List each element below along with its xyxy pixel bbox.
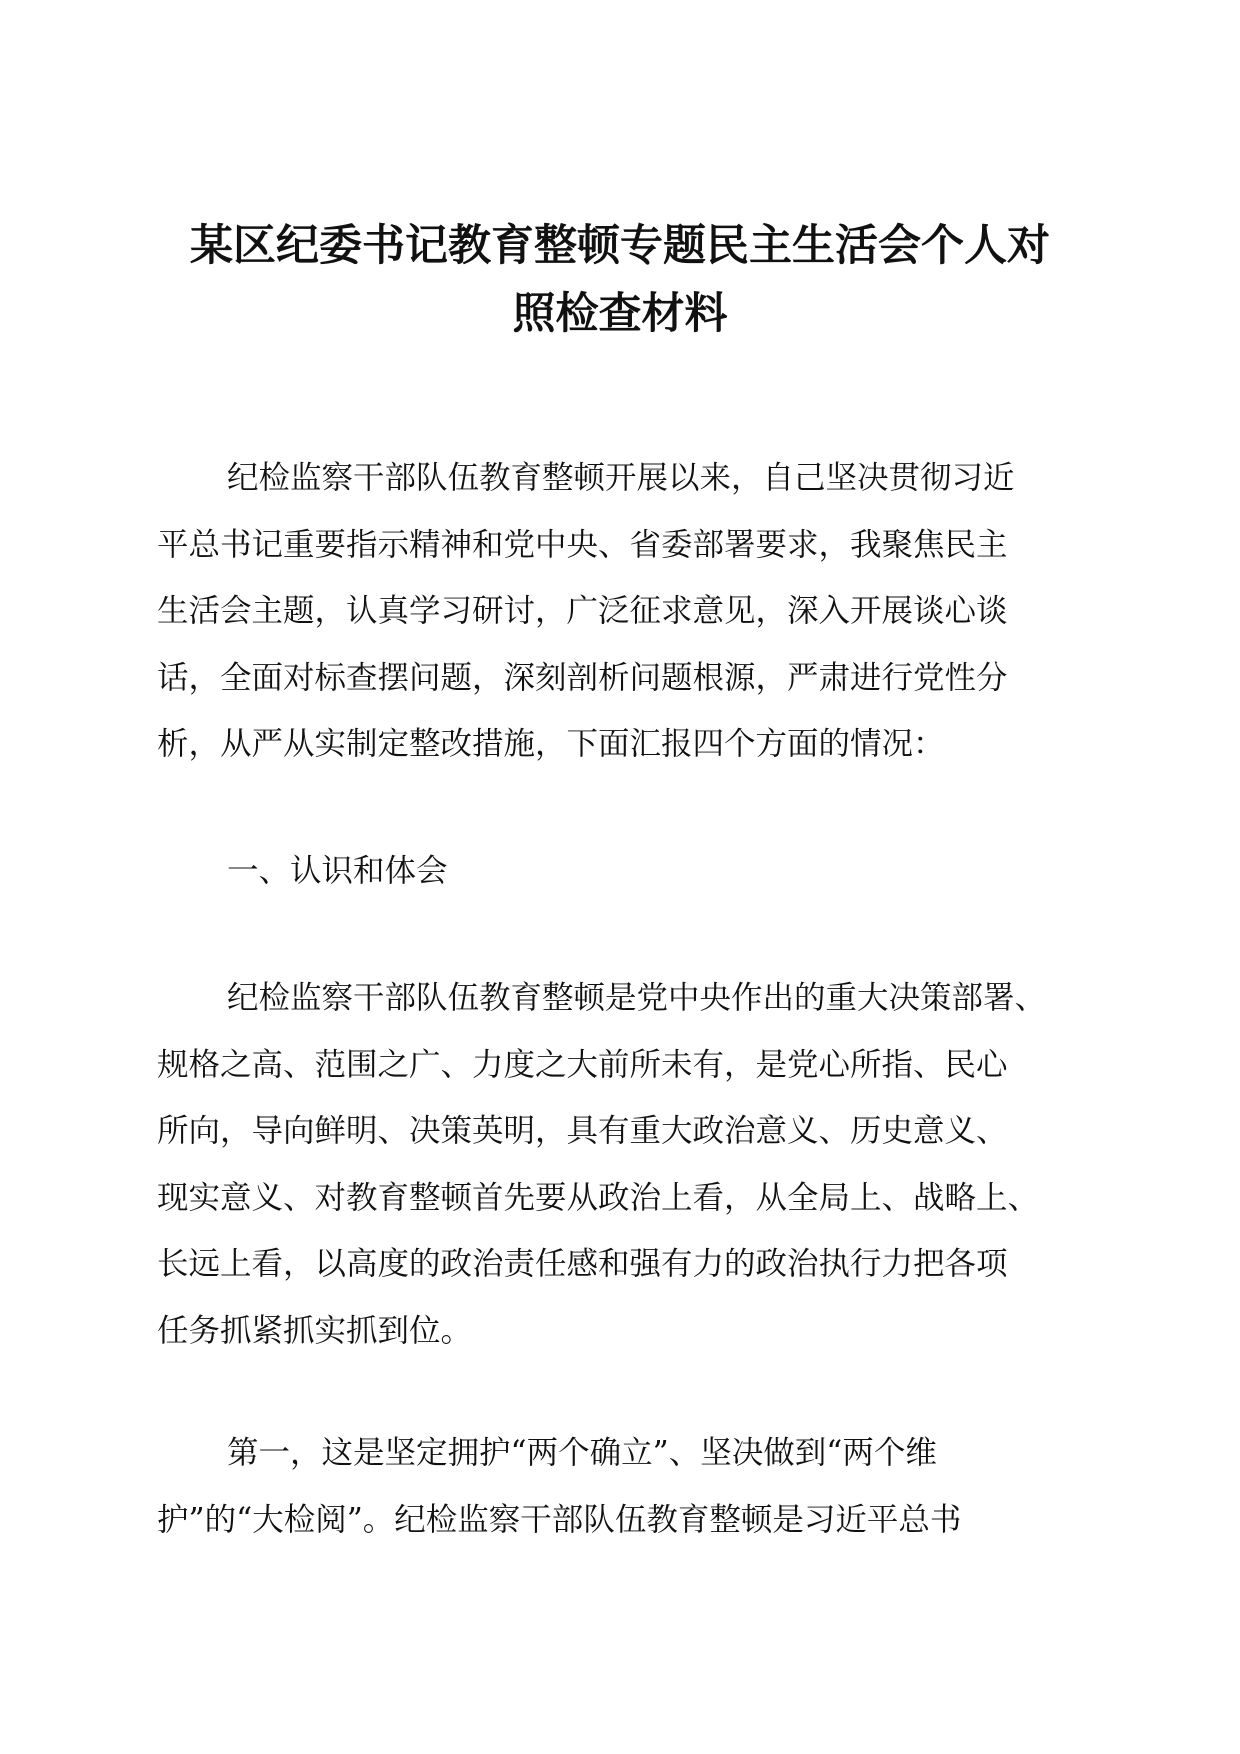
intro-paragraph [157,445,1097,778]
section-line: 长远上看，以高度的政治责任感和强有力的政治执行力把各项 [157,1246,1008,1282]
intro-line: 话，全面对标查摆问题，深刻剖析问题根源，严肃进行党性分 [157,659,1008,696]
intro-line: 平总书记重要指示精神和党中央、省委部署要求，我聚焦民主 [157,526,1008,563]
title-line-1: 某区纪委书记教育整顿专题民主生活会个人对 [190,221,1050,271]
section-line: 规格之高、范围之广、力度之大前所未有，是党心所指、民心 [157,1046,1008,1083]
intro-line: 纪检监察干部队伍教育整顿开展以来，自己坚决贯彻习近 [227,460,1015,496]
first-point-line: 护”的“大检阅”。纪检监察干部队伍教育整顿是习近平总书 [157,1501,962,1538]
first-point-paragraph [157,1420,1097,1553]
section-paragraph [157,965,1097,1364]
title-line-2: 照检查材料 [512,289,728,339]
section-heading [157,838,1097,905]
section-line: 纪检监察干部队伍教育整顿是党中央作出的重大决策部署、 [227,980,1047,1016]
section-line: 任务抓紧抓实抓到位。 [157,1312,473,1349]
section-line: 所向，导向鲜明、决策英明，具有重大政治意义、历史意义、 [157,1113,1008,1149]
intro-line: 生活会主题，认真学习研讨，广泛征求意见，深入开展谈心谈 [157,593,1008,629]
section-heading-text: 一、认识和体会 [227,853,448,889]
intro-line: 析，从严从实制定整改措施，下面汇报四个方面的情况： [157,726,945,762]
first-point-line: 第一，这是坚定拥护“两个确立”、坚决做到“两个维 [227,1435,937,1471]
document-title [140,212,1100,348]
section-line: 现实意义、对教育整顿首先要从政治上看，从全局上、战略上、 [157,1179,1040,1216]
